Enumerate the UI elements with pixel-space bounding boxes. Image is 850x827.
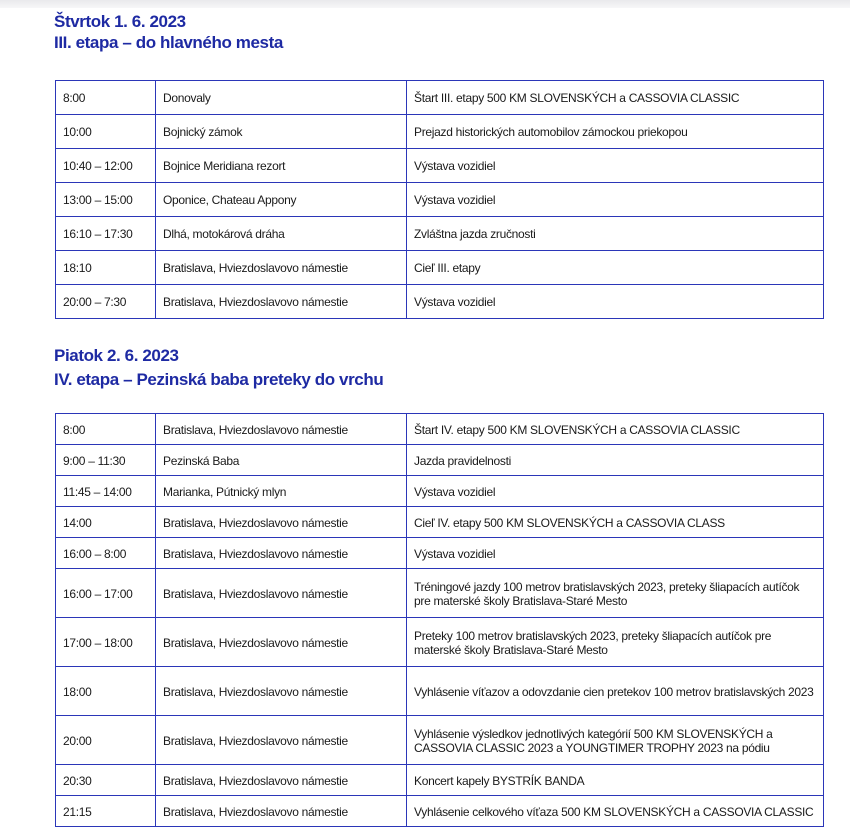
time-cell: 21:15 — [56, 796, 156, 827]
stage-heading-2: IV. etapa – Pezinská baba preteky do vrchu — [54, 370, 384, 389]
event-cell: Štart III. etapy 500 KM SLOVENSKÝCH a CASSOVIA CLASSIC — [407, 81, 824, 115]
event-cell: Výstava vozidiel — [407, 476, 824, 507]
time-cell: 20:00 — [56, 716, 156, 765]
place-cell: Marianka, Pútnický mlyn — [156, 476, 407, 507]
table-row — [56, 538, 824, 569]
event-cell: Vyhlásenie výsledkov jednotlivých kategórií 500 KM SLOVENSKÝCH a CASSOVIA CLASSIC 2023 a YOUNGTIMER TROPHY 2023 na pódiu — [407, 716, 824, 765]
place-cell: Bratislava, Hviezdoslavovo námestie — [156, 507, 407, 538]
event-cell: Výstava vozidiel — [407, 538, 824, 569]
place-cell: Bratislava, Hviezdoslavovo námestie — [156, 285, 407, 319]
place-cell: Bratislava, Hviezdoslavovo námestie — [156, 251, 407, 285]
place-cell: Dlhá, motokárová dráha — [156, 217, 407, 251]
event-cell: Štart IV. etapy 500 KM SLOVENSKÝCH a CASSOVIA CLASSIC — [407, 414, 824, 445]
table-row — [56, 81, 824, 115]
place-cell: Bratislava, Hviezdoslavovo námestie — [156, 796, 407, 827]
place-cell: Bratislava, Hviezdoslavovo námestie — [156, 667, 407, 716]
table-row — [56, 183, 824, 217]
time-cell: 14:00 — [56, 507, 156, 538]
place-cell: Bratislava, Hviezdoslavovo námestie — [156, 538, 407, 569]
event-cell: Prejazd historických automobilov zámockou priekopou — [407, 115, 824, 149]
place-cell: Donovaly — [156, 81, 407, 115]
place-cell: Bratislava, Hviezdoslavovo námestie — [156, 716, 407, 765]
time-cell: 20:30 — [56, 765, 156, 796]
table-row — [56, 716, 824, 765]
stage-heading-1: III. etapa – do hlavného mesta — [54, 33, 283, 52]
table-row — [56, 569, 824, 618]
table-row — [56, 217, 824, 251]
table-row — [56, 765, 824, 796]
event-cell: Preteky 100 metrov bratislavských 2023, preteky šliapacích autíčok pre materské školy Bratislava-Staré Mesto — [407, 618, 824, 667]
place-cell: Bratislava, Hviezdoslavovo námestie — [156, 618, 407, 667]
place-cell: Bojnice Meridiana rezort — [156, 149, 407, 183]
day-heading-1: Štvrtok 1. 6. 2023 — [54, 12, 186, 31]
time-cell: 10:40 – 12:00 — [56, 149, 156, 183]
event-cell: Koncert kapely BYSTRÍK BANDA — [407, 765, 824, 796]
time-cell: 18:10 — [56, 251, 156, 285]
table-row — [56, 115, 824, 149]
event-cell: Cieľ IV. etapy 500 KM SLOVENSKÝCH a CASSOVIA CLASS — [407, 507, 824, 538]
event-cell: Cieľ III. etapy — [407, 251, 824, 285]
event-cell: Vyhlásenie víťazov a odovzdanie cien pretekov 100 metrov bratislavských 2023 — [407, 667, 824, 716]
event-cell: Výstava vozidiel — [407, 183, 824, 217]
place-cell: Oponice, Chateau Appony — [156, 183, 407, 217]
place-cell: Pezinská Baba — [156, 445, 407, 476]
table-row — [56, 414, 824, 445]
place-cell: Bratislava, Hviezdoslavovo námestie — [156, 569, 407, 618]
table-row — [56, 796, 824, 827]
time-cell: 16:00 – 17:00 — [56, 569, 156, 618]
time-cell: 8:00 — [56, 81, 156, 115]
time-cell: 17:00 – 18:00 — [56, 618, 156, 667]
time-cell: 16:00 – 8:00 — [56, 538, 156, 569]
table-row — [56, 476, 824, 507]
table-row — [56, 285, 824, 319]
schedule-table-1 — [55, 80, 824, 319]
time-cell: 18:00 — [56, 667, 156, 716]
table-row — [56, 251, 824, 285]
table-row — [56, 445, 824, 476]
event-cell: Zvláštna jazda zručnosti — [407, 217, 824, 251]
time-cell: 10:00 — [56, 115, 156, 149]
event-cell: Vyhlásenie celkového víťaza 500 KM SLOVENSKÝCH a CASSOVIA CLASSIC — [407, 796, 824, 827]
place-cell: Bratislava, Hviezdoslavovo námestie — [156, 414, 407, 445]
place-cell: Bojnický zámok — [156, 115, 407, 149]
table-row — [56, 667, 824, 716]
place-cell: Bratislava, Hviezdoslavovo námestie — [156, 765, 407, 796]
time-cell: 20:00 – 7:30 — [56, 285, 156, 319]
table-row — [56, 149, 824, 183]
time-cell: 9:00 – 11:30 — [56, 445, 156, 476]
time-cell: 8:00 — [56, 414, 156, 445]
event-cell: Tréningové jazdy 100 metrov bratislavských 2023, preteky šliapacích autíčok pre materské školy Bratislava-Staré Mesto — [407, 569, 824, 618]
time-cell: 13:00 – 15:00 — [56, 183, 156, 217]
event-cell: Jazda pravidelnosti — [407, 445, 824, 476]
event-cell: Výstava vozidiel — [407, 149, 824, 183]
day-heading-2: Piatok 2. 6. 2023 — [54, 346, 179, 365]
table-row — [56, 618, 824, 667]
schedule-table-2 — [55, 413, 824, 827]
event-cell: Výstava vozidiel — [407, 285, 824, 319]
time-cell: 16:10 – 17:30 — [56, 217, 156, 251]
table-row — [56, 507, 824, 538]
time-cell: 11:45 – 14:00 — [56, 476, 156, 507]
top-edge-bar — [0, 0, 850, 8]
